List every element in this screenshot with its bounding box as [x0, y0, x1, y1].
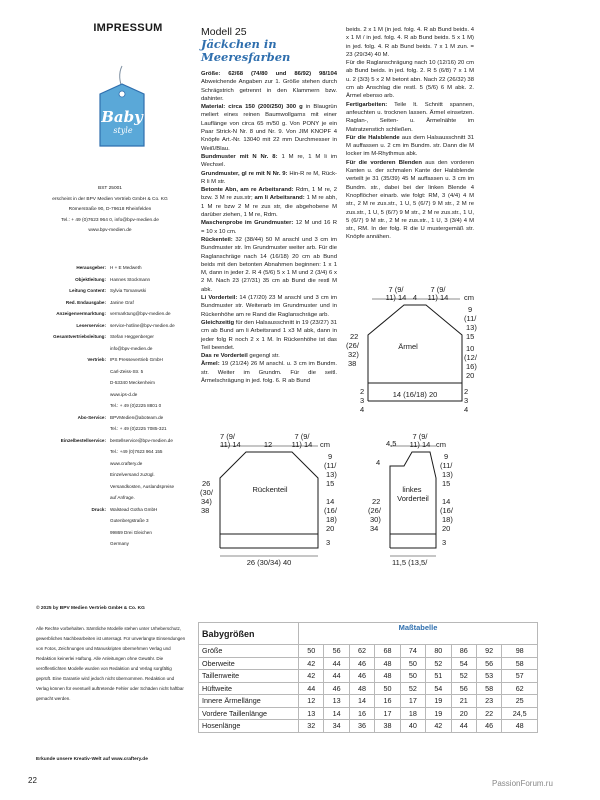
- size-table-cell: 53: [476, 670, 501, 683]
- sleeve-left-2: (26/: [346, 341, 359, 350]
- credit-line: Stefan Heggenberger: [110, 334, 154, 339]
- size-table-cell: 52: [426, 657, 451, 670]
- front-right-upper-2: (11/: [440, 461, 453, 470]
- sleeve-cuff-right-3: 4: [464, 405, 469, 414]
- instruction-paragraph: [201, 170, 337, 187]
- back-right-bottom: 3: [326, 538, 331, 547]
- instruction-heading: Fertigarbeiten:: [346, 101, 388, 108]
- baby-style-logo: [92, 64, 152, 150]
- instruction-heading: Rückenteil:: [201, 236, 233, 243]
- sleeve-right-lower-1: 10: [466, 344, 475, 353]
- credit-line: Germany: [110, 541, 129, 546]
- crafttery-link[interactable]: Erkunde unsere Kreativ-Welt auf www.craftery.de: [36, 757, 148, 762]
- credit-label: Einzelbestellservice:: [60, 437, 106, 443]
- instruction-text: Rdm, 1 M re, 2 bzw. 3 M re zus.str;: [201, 187, 337, 202]
- credit-row: [30, 297, 220, 309]
- instruction-heading: Betonte Abn, am re Arbeitsrand:: [201, 187, 294, 194]
- size-table-cell: 44: [324, 657, 349, 670]
- back-right-lower-1: 14: [326, 497, 335, 506]
- size-table-cell: 80: [426, 645, 451, 658]
- front-right-lower-4: 20: [442, 524, 451, 533]
- publisher-street: Römerstraße 90, D-79618 Rheinfelden: [68, 207, 152, 212]
- instruction-paragraph: [346, 159, 474, 242]
- instruction-paragraph: [201, 219, 337, 236]
- credit-line: Walstead Gotha GmbH: [110, 506, 158, 512]
- size-table-cell: 44: [299, 682, 324, 695]
- size-table-cell: 50: [375, 682, 400, 695]
- instruction-text: beids. 2 x 1 M (in jed. folg. 4. R ab Bund beids. 4 x 1 M / in jed. folg. 4. R ab Bund beids. 5 x 1 M) in jed. folg. 4. R ab Bund beids. 7 x 1 M zun. = 23 (29/34) 40 M.: [346, 27, 474, 58]
- credit-line: Hannes Stockmann: [110, 276, 151, 282]
- sleeve-cuff-left-3: 4: [360, 405, 365, 414]
- instruction-paragraph: [346, 59, 474, 100]
- size-table-cell: 48: [502, 720, 538, 733]
- sleeve-outline: [368, 305, 462, 401]
- instruction-text: aus dem Halsausschnitt 31 M auffassen u. 2 cm im Bundm. str. Dann die M locker im M-Rhythmus abk.: [346, 134, 474, 158]
- size-table-cell: 86: [451, 645, 476, 658]
- front-title-line-1: linkes: [402, 485, 422, 494]
- size-table-row-label: Oberweite: [199, 657, 299, 670]
- impressum-column: [30, 22, 190, 546]
- instruction-heading: Bundmuster mit N Nr. 8:: [201, 153, 278, 160]
- credit-label: Objektleitung:: [75, 276, 106, 282]
- front-top-left: 4,5: [386, 439, 397, 448]
- back-right-lower-4: 20: [326, 524, 335, 533]
- size-table-cell: 13: [324, 695, 349, 708]
- credit-row: [30, 331, 220, 354]
- back-left-2: (30/: [200, 488, 213, 497]
- size-table-row-label: Taillenweite: [199, 670, 299, 683]
- instruction-paragraph: [201, 70, 337, 103]
- size-table-row-label: Hosenlänge: [199, 720, 299, 733]
- size-table-cell: 14: [349, 695, 374, 708]
- size-table-cell: 56: [476, 657, 501, 670]
- size-table-cell: 42: [299, 657, 324, 670]
- size-table-row: [199, 695, 538, 708]
- back-unit: cm: [320, 440, 330, 449]
- sleeve-right-upper-1: 9: [468, 305, 473, 314]
- credit-line: 99869 Drei Gleichen: [110, 529, 152, 535]
- instruction-paragraph: [346, 134, 474, 159]
- instruction-heading: Li Vorderteil:: [201, 295, 238, 302]
- size-table-cell: 58: [502, 657, 538, 670]
- watermark: PassionForum.ru: [492, 779, 553, 788]
- copyright: © 2025 by BPV Medien Vertrieb GmbH & Co. KG: [36, 606, 145, 611]
- credit-line: BPVMedien@aboteam.de: [110, 414, 164, 420]
- size-table-row: [199, 682, 538, 695]
- sleeve-right-upper-2: (11/: [464, 314, 477, 323]
- credit-line: Tel.: +49 (0)7623 964 155: [110, 449, 163, 454]
- front-left-4: 34: [370, 524, 379, 533]
- size-table-cell: 56: [451, 682, 476, 695]
- size-table-cell: 17: [375, 707, 400, 720]
- back-bottom: 26 (30/34) 40: [246, 558, 292, 567]
- size-table-row-label: Innere Ärmellänge: [199, 695, 299, 708]
- credit-label: Anzeigenvermarktung:: [56, 311, 106, 316]
- back-right-upper-1: 9: [328, 452, 333, 461]
- back-top-left-2: 11) 14: [220, 440, 241, 449]
- back-right-upper-4: 15: [326, 479, 335, 488]
- size-table-cell: 46: [349, 670, 374, 683]
- credit-label: Gesamtvertriebsleitung:: [53, 334, 106, 339]
- size-table-cell: 51: [426, 670, 451, 683]
- size-table-cell: 56: [324, 645, 349, 658]
- logo-text: Baby: [101, 108, 143, 126]
- sleeve-right-lower-3: 16): [466, 362, 477, 371]
- publisher-contact: Tel.: + 49 (0)7623 964 0, info@bpv-medien.de: [61, 217, 159, 223]
- front-left-1: 22: [372, 497, 381, 506]
- publisher-web: www.bpv-medien.de: [88, 228, 132, 233]
- size-table-cell: 21: [451, 695, 476, 708]
- size-table-cell: 52: [400, 682, 425, 695]
- size-table-cell: 57: [502, 670, 538, 683]
- size-table-cell: 20: [451, 707, 476, 720]
- size-table-row: [199, 657, 538, 670]
- sleeve-right-lower-2: (12/: [464, 353, 477, 362]
- credit-row: [30, 308, 220, 320]
- instruction-paragraph: [201, 352, 337, 360]
- instruction-paragraph: [346, 26, 474, 59]
- instruction-text: 1 M re, 1 M li im Wechsel.: [201, 153, 337, 169]
- size-table-cell: 17: [400, 695, 425, 708]
- instructions-right-column: [346, 26, 474, 242]
- sleeve-right-upper-4: 15: [466, 332, 475, 341]
- credit-line: www.craftery.de: [110, 460, 143, 466]
- size-table-cell: 18: [400, 707, 425, 720]
- credit-row: [30, 435, 220, 504]
- credit-row: [30, 285, 220, 297]
- size-table-cell: 48: [375, 670, 400, 683]
- size-table-row-label: Vordere Taillenlänge: [199, 707, 299, 720]
- instruction-text: 14 (17/20) 23 M anschl und 3 cm im Bundmuster str. Weiterarb im Grundmuster und in Rückenhöhe am re Rand die Raglanschräge arb.: [201, 295, 337, 318]
- front-bottom: 11,5 (13,5/: [392, 558, 428, 567]
- credit-row: [30, 354, 220, 412]
- credit-line: www.ips-d.de: [110, 391, 138, 397]
- back-left-4: 38: [201, 506, 210, 515]
- credit-line: Gutenbergstraße 3: [110, 518, 149, 523]
- model-number: Modell 25: [201, 26, 247, 38]
- instruction-heading: Das re Vorderteil: [201, 353, 248, 360]
- credit-label: Druck:: [91, 506, 106, 512]
- front-top-right-2: 11) 14: [409, 440, 431, 449]
- size-table-row-label: Größe: [199, 645, 299, 658]
- size-table-cell: 12: [299, 695, 324, 708]
- size-table-cell: 19: [426, 707, 451, 720]
- instruction-text: Hin-R re M, Rück-R li M str.: [201, 170, 337, 185]
- instruction-heading: Material: circa 150 (200/250) 300 g: [201, 104, 303, 111]
- sleeve-top-right-2: 11) 14: [427, 293, 449, 302]
- sleeve-cuff-right-2: 3: [464, 396, 469, 405]
- credit-line: Carl-Zeiss-Str. 5: [110, 368, 144, 374]
- instruction-heading: Größe: 62/68 (74/80 und 86/92) 98/104: [201, 71, 337, 77]
- credit-line: Sylvia Tomanwski: [110, 288, 147, 293]
- model-name: Jäckchen in Meeresfarben: [201, 37, 291, 64]
- instruction-text: für den Halsausschnitt in 19 (23/27) 31 cm ab Bund am li Arbeitsrand 1 x3 M abk, dann in jeder folg R noch 2 x 1 M. In Rückenhöhe ist das Teil beendet.: [201, 319, 337, 351]
- credit-line: Tel.: + 49 (0)2225 8801 0: [110, 403, 162, 408]
- front-right-upper-4: 15: [442, 479, 451, 488]
- size-table-cell: 23: [476, 695, 501, 708]
- instruction-heading: Für die vorderen Blenden: [346, 159, 422, 166]
- front-unit: cm: [436, 440, 446, 449]
- sleeve-right-lower-4: 20: [466, 371, 475, 380]
- model-heading: [201, 26, 321, 64]
- front-right-lower-2: (16/: [440, 506, 453, 515]
- credit-line: D-53340 Meckenheim: [110, 380, 155, 385]
- back-left-3: 34): [201, 497, 212, 506]
- size-table-row: [199, 720, 538, 733]
- instruction-heading: Ärmel:: [201, 361, 220, 368]
- size-table-cell: 98: [502, 645, 538, 658]
- sleeve-right-upper-3: 13): [466, 323, 477, 332]
- front-right-upper-1: 9: [444, 452, 449, 461]
- front-title: [397, 485, 429, 503]
- size-table-cell: 46: [476, 720, 501, 733]
- front-left-neck: 4: [376, 458, 381, 467]
- sleeve-left-1: 22: [350, 332, 359, 341]
- instruction-paragraph: [201, 294, 337, 319]
- back-diagram: [200, 432, 350, 572]
- credit-line: vermarktung@bpv-medien.de: [110, 311, 171, 316]
- back-right-upper-3: 13): [326, 470, 337, 479]
- credit-line: service-hotline@bpv-medien.de: [110, 322, 175, 328]
- credit-row: [30, 320, 220, 332]
- front-left-3: 30): [370, 515, 381, 524]
- publisher-address: [30, 184, 190, 237]
- size-table-cell: 44: [324, 670, 349, 683]
- size-table-cell: 36: [349, 720, 374, 733]
- size-table-cell: 19: [426, 695, 451, 708]
- back-title: Rückenteil: [252, 485, 288, 494]
- size-table-caption: Maßtabelle: [398, 623, 438, 632]
- size-table-cell: 13: [299, 707, 324, 720]
- size-table-cell: 16: [349, 707, 374, 720]
- size-table-cell: 40: [400, 720, 425, 733]
- instruction-text: 32 (38/44) 50 M anschl und 3 cm im Bundmuster str. Im Grundmuster weiter arb. Für die Raglanschräge nach 14 (16/18) 20 cm ab Bund beids mit den betonten Abnahmen beginnen: 1 x 1 M, dann in jeder 2. R 4 (5/6) 5 x 1 M und 2 (3/4) 6 x 2 M. Nach 23 (27/31) 35 cm ab Bund die restl M abk.: [201, 236, 337, 293]
- instruction-heading: am li Arbeitsrand:: [254, 195, 305, 202]
- instruction-paragraph: [201, 360, 337, 385]
- size-table-row: [199, 645, 538, 658]
- size-table-cell: 46: [349, 657, 374, 670]
- bst-number: BST 25001: [98, 186, 122, 191]
- sleeve-cuff-left-1: 2: [360, 387, 365, 396]
- front-top-right-1: 7 (9/: [412, 432, 428, 441]
- credit-line: Versandkosten, Auslandspreise: [110, 483, 175, 489]
- sleeve-top-left-1: 7 (9/: [388, 285, 404, 294]
- size-table-cell: 42: [299, 670, 324, 683]
- sleeve-diagram: [346, 285, 480, 420]
- credit-row: [30, 262, 220, 274]
- credit-line: auf Anfrage.: [110, 495, 135, 500]
- size-table-cell: 16: [375, 695, 400, 708]
- instruction-paragraph: [201, 153, 337, 170]
- instruction-text: 1 M re abh, 1 M re bzw 2 M re zus str, die abgehobene M darüber ziehen, 1 M re, Rdm.: [201, 195, 338, 219]
- size-table-cell: 14: [324, 707, 349, 720]
- instruction-text: in Blaugrün meliert eines reinen Baumwollgarns mit einer Lauflänge von circa 65 m/50 g. Von PONY je ein Paar Strick-N Nr. 8 und Nr. 9. Von JIM KNOPF 4 Knöpfe Art.-Nr. 13040 mit 22 mm Durchmesser in Weiß/Blau.: [201, 104, 337, 152]
- instruction-text: gegengl str.: [247, 353, 280, 360]
- instruction-heading: Maschenprobe im Grundmuster:: [201, 220, 294, 227]
- credit-label: Abo-Service:: [77, 414, 106, 420]
- size-table-row: [199, 707, 538, 720]
- credits-list: [30, 262, 220, 550]
- size-table-cell: 24,5: [502, 707, 538, 720]
- front-right-lower-3: 18): [442, 515, 453, 524]
- front-right-bottom: 3: [442, 538, 447, 547]
- back-right-lower-2: (16/: [324, 506, 337, 515]
- back-top-left-1: 7 (9/: [220, 432, 236, 441]
- size-table-caption-cell: [299, 623, 538, 645]
- size-table-cell: 22: [476, 707, 501, 720]
- credit-label: Vertrieb:: [87, 357, 106, 362]
- front-title-line-2: Vorderteil: [397, 494, 429, 503]
- credit-line: bestellservice@bpv-medien.de: [110, 437, 173, 443]
- instruction-paragraph: [201, 319, 337, 352]
- instruction-text: 19 (21/24) 26 M anschl. u. 3 cm im Bundm. str. Weiter im Grundm. Für die seitl. Ärmelschrägung in jed. folg. 6. R ab Bund: [201, 361, 337, 384]
- credit-line: Tel.: + 49 (0)2225 7085-321: [110, 426, 167, 431]
- sleeve-top-left-2: 11) 14: [385, 293, 407, 302]
- credit-line: info@bpv-medien.de: [110, 345, 153, 351]
- credit-line: IPS Pressevertrieb GmbH: [110, 357, 163, 362]
- size-table-cell: 38: [375, 720, 400, 733]
- sleeve-cuff-left-2: 3: [360, 396, 365, 405]
- instruction-text: Teile lt. Schnitt spannen, anfeuchten u. trocknen lassen. Ärmel einsetzen. Raglan-, Seiten- u. Ärmelnähte im Matratzenstich schließen.: [346, 101, 474, 133]
- logo-subtext: style: [113, 126, 133, 135]
- impressum-title: IMPRESSUM: [93, 22, 163, 34]
- instruction-paragraph: [201, 186, 337, 219]
- instructions-left-column: [201, 70, 337, 385]
- size-table-row-label: Hüftweite: [199, 682, 299, 695]
- sleeve-title: Ärmel: [398, 342, 418, 351]
- sleeve-cuff-right-1: 2: [464, 387, 469, 396]
- size-table-cell: 25: [502, 695, 538, 708]
- size-table-cell: 74: [400, 645, 425, 658]
- size-table-cell: 48: [349, 682, 374, 695]
- size-table-cell: 32: [299, 720, 324, 733]
- instruction-text: 12 M und 16 R = 10 x 10 cm.: [201, 220, 337, 235]
- sleeve-top-right-1: 7 (9/: [430, 285, 446, 294]
- front-diagram: [368, 432, 478, 572]
- instruction-heading: Grundmuster, gl re mit N Nr. 9:: [201, 170, 288, 177]
- credit-label: Leitung Content:: [69, 288, 106, 293]
- credit-label: Herausgeber:: [76, 265, 106, 270]
- size-table-cell: 50: [400, 657, 425, 670]
- credit-line: Einzelversand zuzügl.: [110, 472, 155, 477]
- size-table-cell: 62: [502, 682, 538, 695]
- credit-label: Red. Endausgabe:: [65, 299, 106, 305]
- back-right-upper-2: (11/: [324, 461, 337, 470]
- size-table-cell: 54: [451, 657, 476, 670]
- size-table-cell: 50: [299, 645, 324, 658]
- instruction-text: aus den vorderen Kanten u. der schmalen Kante der Halsblende verteilt je 31 (35/39) 45 M auffassen u. 3 cm im Bundm. str., dabei bei der linken Blende 4 Knopflöcher einarb. wie folgt: RM, 3 (4/4) 4 M str., 2 M re zus.str., 1 U, 5 (6/7) 9 M str., 2 M re zus.str., 1 U, 5 (6/7) 9 M str., 2 M re zus.str., 1 U, 5 (6/7) 9 M str., 2 M re zus.str., 1 U, 3 (3/4) 4 M str., RM. In der folg. R die U mustergemäß str. Knöpfe annähen.: [346, 159, 474, 241]
- size-table-cell: 62: [349, 645, 374, 658]
- size-table-cell: 58: [476, 682, 501, 695]
- back-top-mid: 12: [263, 440, 273, 449]
- back-left-1: 26: [202, 479, 211, 488]
- front-right-upper-3: 13): [442, 470, 453, 479]
- sleeve-left-3: 32): [348, 350, 359, 359]
- instruction-paragraph: [201, 236, 337, 294]
- sleeve-top-mid: 4: [412, 293, 418, 302]
- instruction-heading: Für die Halsblende: [346, 134, 400, 141]
- publisher-line: erscheint in der BPV Medien Vertrieb GmbH & Co. KG: [52, 196, 168, 202]
- size-table-cell: 42: [426, 720, 451, 733]
- credit-row: [30, 274, 220, 286]
- size-table-header-row: [199, 623, 538, 645]
- credit-label: Leserservice:: [76, 322, 106, 328]
- credit-row: [30, 412, 220, 435]
- front-left-2: (26/: [368, 506, 381, 515]
- instruction-paragraph: [201, 103, 337, 153]
- size-table-cell: 54: [426, 682, 451, 695]
- credit-line: Janine Graf: [110, 299, 134, 305]
- size-table-cell: 44: [451, 720, 476, 733]
- size-table-row: [199, 670, 538, 683]
- instruction-paragraph: [346, 101, 474, 134]
- instruction-text: Für die Raglanschrägung nach 10 (12/16) 20 cm ab Bund beids. in jed. folg. 2. R 5 (6/8) 7 x 1 M u. 2 (3/3) 5 x 2 M betont abn. Nach 22 (26/32) 38 cm ab Anschlag die restl. 5 (5/6) 6 M abk. 2. Ärmel ebenso arb.: [346, 60, 474, 100]
- size-table-cell: 46: [324, 682, 349, 695]
- credit-line: H + E Medweth: [110, 265, 142, 270]
- size-table: [198, 622, 538, 733]
- credit-row: [30, 504, 220, 550]
- sleeve-bottom: 14 (16/18) 20: [392, 390, 438, 399]
- size-table-body: [199, 623, 538, 733]
- size-table-cell: 68: [375, 645, 400, 658]
- instruction-text: Abweichende Angaben zur 1. Größe stehen durch Schrägstrich getrennt in den Klammern bzw. dahinter.: [201, 79, 337, 102]
- back-right-lower-3: 18): [326, 515, 337, 524]
- size-table-cell: 52: [451, 670, 476, 683]
- back-top-right-1: 7 (9/: [294, 432, 310, 441]
- size-table-cell: 48: [375, 657, 400, 670]
- sleeve-unit: cm: [464, 293, 474, 302]
- rights-notice: Alle Rechte vorbehalten. Sämtliche Modelle stehen unter Urheberschutz, gewerbliches Nachbearbeiten ist untersagt. Für unverlangte Einsendungen von Fotos, Zeichnungen und Manuskripten übernehmen Verlag und Redaktion keinerlei Haftung. Alle Anleitungen ohne Gewähr. Die veröffentlichten Modelle wurden von Redaktion und Verlag sorgfältig geprüft. Eine Garantie wird jedoch nicht übernommen. Redaktion und Verlag können für eventuell auftretende Fehler oder Schäden nicht haftbar gemacht werden.: [36, 626, 186, 701]
- page-number: 22: [28, 776, 37, 785]
- instruction-heading: Gleichzeitig: [201, 319, 235, 326]
- front-right-lower-1: 14: [442, 497, 451, 506]
- size-table-cell: 34: [324, 720, 349, 733]
- size-table-cell: 50: [400, 670, 425, 683]
- back-top-right-2: 11) 14: [291, 440, 313, 449]
- size-table-subtitle: Babygrößen: [199, 623, 299, 645]
- sleeve-left-4: 38: [348, 359, 357, 368]
- size-table-cell: 92: [476, 645, 501, 658]
